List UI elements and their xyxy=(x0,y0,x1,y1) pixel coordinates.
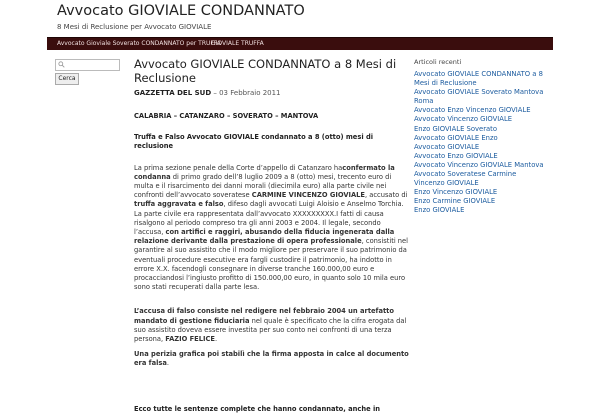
post-date: – 03 Febbraio 2011 xyxy=(211,89,281,97)
text: nel quale è specificato che la cifra erogata dal suo assistito doveva essere investita per suo conto nei confronti di una terza persona, xyxy=(134,316,407,344)
nav-item-gioviale-truffa[interactable]: GIOVIALE TRUFFA xyxy=(211,40,264,47)
text: La prima sezione penale della Corte d’appello di Catanzaro ha xyxy=(134,163,343,172)
emphasis: L’accusa di falso consiste nel redigere nel febbraio 2004 un artefatto mandato di gestione fiduciaria xyxy=(134,307,394,325)
recent-post-link[interactable]: Avvocato Soveratese Carmine Vincenzo GIOVIALE xyxy=(414,170,517,188)
recent-post-link[interactable]: Enzo Carmine GIOVIALE xyxy=(414,197,496,206)
page xyxy=(47,0,553,413)
emphasis: con artifici e raggiri, abusando della fiducia ingenerata dalla relazione derivante dalla prestazione di opera professionale xyxy=(134,228,395,246)
search-icon xyxy=(58,61,65,68)
emphasis: truffa aggravata e falso xyxy=(134,200,224,209)
emphasis: FAZIO FELICE xyxy=(165,335,215,344)
paragraph-3 xyxy=(134,350,409,368)
recent-posts-title: Articoli recenti xyxy=(414,58,462,66)
text: , consistiti nel garantire al suo assistito che il modo migliore per preservare il suo patrimonio da eventuali procedure esecutive era fargli custodire il patrimonio, ha indotto in errore X.X. facendogli consegnare in diverse tranche 160.000,00 euro e procacciandosi l’ingiusto profitto di 150.000,00 euro, in quanto solo 10 mila euro sono stati recuperati dalla parte lesa. xyxy=(134,237,409,292)
recent-post-link[interactable]: Avvocato Vincenzo GIOVIALE Mantova xyxy=(414,160,544,169)
text: . xyxy=(166,359,170,368)
post-headline: Truffa e Falso Avvocato GIOVIALE condannato a 8 (otto) mesi di reclusione xyxy=(134,133,374,151)
paragraph-2 xyxy=(134,307,409,344)
recent-post-link[interactable]: Enzo GIOVIALE Soverato xyxy=(414,124,497,133)
site-title[interactable]: Avvocato GIOVIALE CONDANNATO xyxy=(57,3,305,19)
search-button[interactable]: Cerca xyxy=(55,73,79,85)
post-places: CALABRIA – CATANZARO – SOVERATO – MANTOVA xyxy=(134,112,319,120)
post-source: GAZZETTA DEL SUD xyxy=(134,89,212,97)
emphasis: Una perizia grafica poi stabilì che la firma apposta in calce al documento era falsa xyxy=(134,350,409,368)
text: di primo grado dell’8 luglio 2009 a 8 (otto) mesi, trecento euro di multa e il risarcimento dei danni morali (diecimila euro) alla parte civile nei confronti dell’avvocato soveratese xyxy=(134,172,392,200)
emphasis: CARMINE VINCENZO GIOVIALE xyxy=(251,191,365,200)
recent-post-link[interactable]: Enzo GIOVIALE xyxy=(414,206,465,215)
paragraph-1 xyxy=(134,164,409,293)
nav-item-gioviale-soverato-condannato[interactable]: Avvocato Gioviale Soverato CONDANNATO per TRUFFA xyxy=(57,40,221,47)
post-content xyxy=(134,57,409,414)
recent-post-link[interactable]: Avvocato Enzo GIOVIALE xyxy=(414,151,498,160)
sidebar xyxy=(414,58,549,216)
emphasis: confermato la condanna xyxy=(134,163,395,181)
main-navigation xyxy=(47,37,553,50)
recent-post-link[interactable]: Avvocato Enzo Vincenzo GIOVIALE xyxy=(414,106,531,115)
text: , difeso dagli avvocati Luigi Aloisio e Anselmo Torchia. La parte civile era rappresentata dall’avvocato XXXXXXXXX.I fatti di causa risalgono al periodo compreso tra gli anni 2003 e 2004. Il legale, secondo l’accusa, xyxy=(134,200,404,237)
site-description: 8 Mesi di Reclusione per Avvocato GIOVIALE xyxy=(57,23,212,31)
recent-post-link[interactable]: Avvocato Vincenzo GIOVIALE xyxy=(414,115,513,124)
recent-post-link[interactable]: Enzo Vincenzo GIOVIALE xyxy=(414,188,498,197)
paragraph-4: Ecco tutte le sentenze complete che hanno condannato, anche in xyxy=(134,404,381,413)
post-meta xyxy=(134,89,409,97)
recent-post-link[interactable]: Avvocato GIOVIALE Enzo xyxy=(414,133,498,142)
recent-posts-list xyxy=(414,70,549,216)
recent-post-link[interactable]: Avvocato GIOVIALE xyxy=(414,142,480,151)
recent-post-link[interactable]: Avvocato GIOVIALE CONDANNATO a 8 Mesi di Reclusione xyxy=(414,70,543,88)
post-title[interactable]: Avvocato GIOVIALE CONDANNATO a 8 Mesi di Reclusione xyxy=(134,57,397,85)
text: . xyxy=(214,335,218,344)
text: , accusato di xyxy=(365,191,408,200)
recent-post-link[interactable]: Avvocato GIOVIALE Soverato Mantova Roma xyxy=(414,88,544,106)
